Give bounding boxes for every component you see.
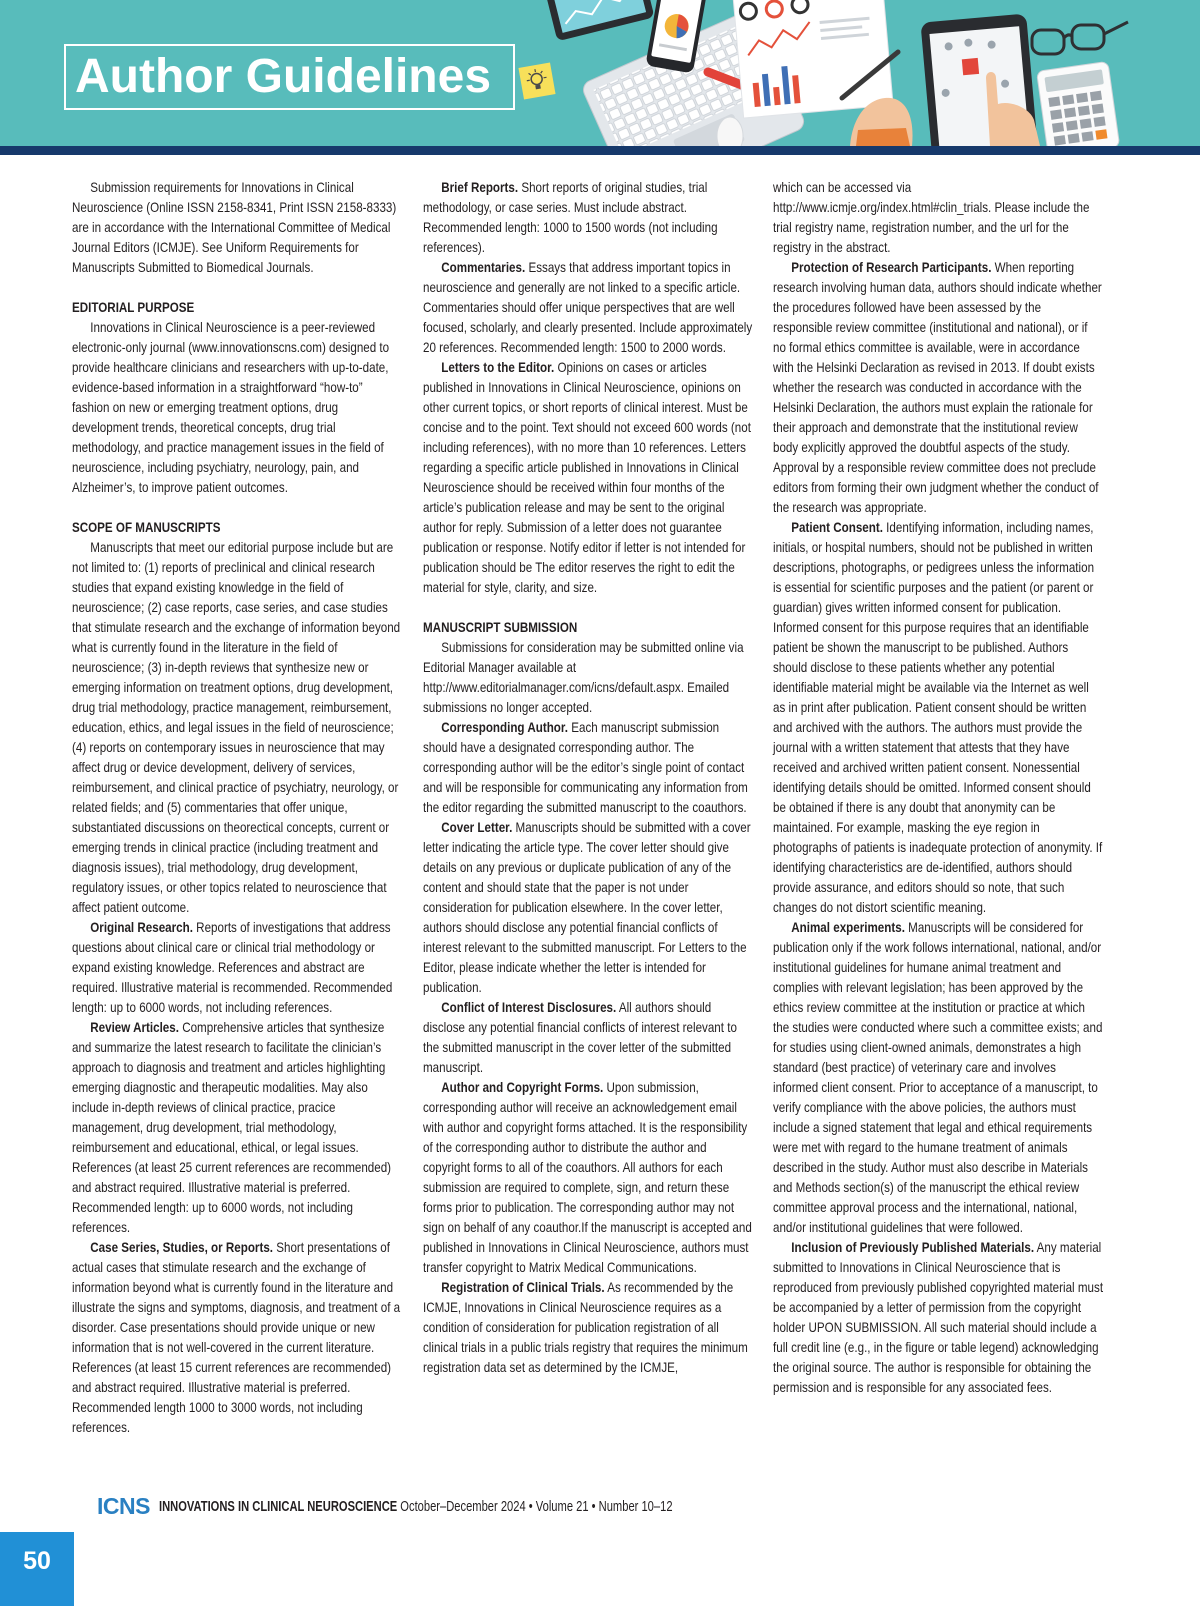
text-brief-reports: Short reports of original studies, trial methodology, or case series. Must include abstract. Recommended length: 1000 to 1500 words (not including references). xyxy=(423,179,718,255)
lead-copyright-forms: Author and Copyright Forms. xyxy=(441,1079,604,1095)
lead-original-research: Original Research. xyxy=(90,919,193,935)
paragraph-conflict-of-interest xyxy=(423,997,753,1077)
paragraph-research-participants xyxy=(773,257,1103,517)
paragraph-copyright-forms xyxy=(423,1077,753,1277)
glasses-illustration xyxy=(1032,22,1128,54)
text-animal-experiments: Manuscripts will be considered for publication only if the work follows international, national, and/or institutional guidelines for humane animal treatment and complies with relevant legislation; has been approved by the ethics review committee at the institution or practice at which the studies were conducted where such a committee exists; and for studies using client-owned animals, demonstrates a high standard (best practice) of veterinary care and involves informed client consent. Prior to acceptance of a manuscript, to verify compliance with the above policies, the authors must include a signed statement that legal and ethical requirements were met with regard to the humane treatment of animals described in the study. Author must also describe in Materials and Methods section(s) of the manuscript the ethical review committee approval process and the international, national, and/or institutional guidelines that were followed. xyxy=(773,919,1103,1235)
text-patient-consent: Identifying information, including names, initials, or hospital numbers, should not be published in written descriptions, photographs, or pedigrees unless the information is essential for scientific purposes and the patient (or parent or guardian) gives written informed consent for publication. Informed consent for this purpose requires that an identifiable patient be shown the manuscript to be published. Authors should disclose to these patients whether any potential identifiable material might be available via the Internet as well as in print after publication. Patient consent should be written and archived with the authors. The authors must provide the journal with a written statement that attests that they have received and archived written patient consent. Nonessential identifying details should be omitted. Informed consent should be obtained if there is any doubt that anonymity can be maintained. For example, masking the eye region in photographs of patients is inadequate protection of anonymity. If identifying characteristics are de-identified, authors should provide assurance, and editors should so note, that such changes do not distort scientific meaning. xyxy=(773,519,1103,915)
paragraph-letters xyxy=(423,357,753,597)
section-heading-scope-of-manuscripts: SCOPE OF MANUSCRIPTS xyxy=(72,519,221,535)
footer-brand-logo: ICNS xyxy=(97,1493,150,1519)
paragraph-text: Innovations in Clinical Neuroscience is a peer-reviewed electronic-only journal (www.innovationscns.com) designed to provide healthcare clinicians and researchers with up-to-date, evidence-based information in a straightforward “how-to” fashion on new or emerging treatment options, drug development trends, theoretical concepts, drug trial methodology, and practice management issues in the field of neuroscience, including psychiatry, neurology, pain, and Alzheimer’s, to improve patient outcomes. xyxy=(72,319,390,495)
text-column-2 xyxy=(423,177,753,1377)
chart-paper-illustration xyxy=(733,0,893,118)
paragraph-case-series xyxy=(72,1237,402,1437)
paragraph-clinical-trials-continued xyxy=(773,177,1103,257)
paragraph-commentaries xyxy=(423,257,753,357)
text-review-articles: Comprehensive articles that synthesize and summarize the latest research to facilitate the clinician’s approach to diagnosis and treatment and articles highlighting emerging diagnostic and therapeutic modalities. May also include in-depth reviews of clinical practice, pracice management, drug development, trial methodology, reimbursement and educational, ethical, or legal issues. References (at least 25 current references are recommended) and abstract required. Illustrative material is preferred. Recommended length: up to 6000 words, not including references. xyxy=(72,1019,392,1235)
section-heading-manuscript-submission: MANUSCRIPT SUBMISSION xyxy=(423,619,578,635)
paragraph-published-materials xyxy=(773,1237,1103,1397)
text-corresponding-author: Each manuscript submission should have a designated corresponding author. The corresponding author will be the editor’s single point of contact and will be responsible for communicating any information from the editor regarding the submitted manuscript to the coauthors. xyxy=(423,719,748,815)
footer-journal-info xyxy=(159,1497,673,1517)
lead-brief-reports: Brief Reports. xyxy=(441,179,519,195)
paragraph-text: which can be accessed via http://www.icmje.org/index.html#clin_trials. Please include the trial registry name, registration number, and the url for the registry in the abstract. xyxy=(773,179,1090,255)
paragraph-original-research xyxy=(72,917,402,1017)
text-cover-letter: Manuscripts should be submitted with a cover letter indicating the article type. The cover letter should give details on any previous or duplicate publication of any of the content and should state that the paper is not under consideration for publication elsewhere. In the cover letter, authors should disclose any potential financial conflicts of interest relevant to the submitted manuscript. For Letters to the Editor, please indicate whether the letter is intended for publication. xyxy=(423,819,751,995)
text-conflict-of-interest: All authors should disclose any potential financial conflicts of interest relevant to the submitted manuscript in the cover letter of the submitted manuscript. xyxy=(423,999,737,1075)
lead-research-participants: Protection of Research Participants. xyxy=(791,259,992,275)
paragraph-animal-experiments xyxy=(773,917,1103,1237)
lead-case-series: Case Series, Studies, or Reports. xyxy=(90,1239,274,1255)
text-case-series: Short presentations of actual cases that stimulate research and the exchange of information beyond what is currently found in the literature and illustrate the signs and symptoms, diagnosis, and treatment of a disorder. Case presentations should provide unique or new information that is not well-covered in the current literature. References (at least 15 current references are recommended) and abstract required. Illustrative material is preferred. Recommended length 1000 to 3000 words, not including references. xyxy=(72,1239,401,1435)
text-column-1 xyxy=(72,177,402,1437)
paragraph-patient-consent xyxy=(773,517,1103,917)
footer-journal-name: INNOVATIONS IN CLINICAL NEUROSCIENCE xyxy=(159,1499,398,1515)
text-letters: Opinions on cases or articles published in Innovations in Clinical Neuroscience, opinions on other current topics, or short reports of clinical interest. Must be concise and to the point. Text should not exceed 600 words (not including references), with no more than 10 references. Letters regarding a specific article published in Innovations in Clinical Neuroscience should be received within four months of the article’s publication release and may be sent to the original author for reply. Submission of a letter does not guarantee publication or response. Notify editor if letter is not intended for publication should be The editor reserves the right to edit the material for style, clarity, and size. xyxy=(423,359,751,595)
footer-issue: October–December 2024 • Volume 21 • Number 10–12 xyxy=(400,1499,673,1515)
text-copyright-forms: Upon submission, corresponding author will receive an acknowledgement email with author and copyright forms attached. It is the responsibility of the corresponding author to distribute the author and copyright forms to all of the coauthors. All authors for each submission are required to complete, sign, and return these forms prior to publication. The corresponding author may not sign on behalf of any coauthor.If the manuscript is accepted and published in Innovations in Clinical Neuroscience, authors must transfer copyright to Matrix Medical Communications. xyxy=(423,1079,752,1275)
lead-conflict-of-interest: Conflict of Interest Disclosures. xyxy=(441,999,617,1015)
lead-cover-letter: Cover Letter. xyxy=(441,819,513,835)
paragraph-corresponding-author xyxy=(423,717,753,817)
lead-published-materials: Inclusion of Previously Published Materials. xyxy=(791,1239,1035,1255)
paragraph-editorial-purpose xyxy=(72,317,402,497)
paragraph-clinical-trials xyxy=(423,1277,753,1377)
calculator-illustration xyxy=(1037,61,1120,146)
text-clinical-trials: As recommended by the ICMJE, Innovations in Clinical Neuroscience requires as a condition of consideration for publication registration of all clinical trials in a public trials registry that requires the minimum registration data set as determined by the ICMJE, xyxy=(423,1279,748,1375)
text-column-3 xyxy=(773,177,1103,1397)
page-title-box xyxy=(64,44,515,110)
lead-corresponding-author: Corresponding Author. xyxy=(441,719,569,735)
page-number: 50 xyxy=(23,1547,51,1575)
lead-letters: Letters to the Editor. xyxy=(441,359,555,375)
section-heading-editorial-purpose: EDITORIAL PURPOSE xyxy=(72,299,195,315)
sticky-note-lightbulb-icon xyxy=(518,62,555,99)
lead-clinical-trials: Registration of Clinical Trials. xyxy=(441,1279,605,1295)
text-commentaries: Essays that address important topics in neuroscience and generally are not linked to a specific article. Commentaries should offer unique perspectives that are well focused, scholarly, and clearly presented. Include approximately 20 references. Recommended length: 1500 to 2000 words. xyxy=(423,259,753,355)
page-title: Author Guidelines xyxy=(75,50,492,103)
lead-animal-experiments: Animal experiments. xyxy=(791,919,905,935)
paragraph-scope xyxy=(72,537,402,917)
paragraph-cover-letter xyxy=(423,817,753,997)
paragraph-brief-reports xyxy=(423,177,753,257)
paragraph-text: Submission requirements for Innovations in Clinical Neuroscience (Online ISSN 2158-8341, Print ISSN 2158-8333) are in accordance with the International Committee of Medical Journal Editors (ICMJE). See Uniform Requirements for Manuscripts Submitted to Biomedical Journals. xyxy=(72,179,397,275)
paragraph-review-articles xyxy=(72,1017,402,1237)
paragraph-text: Submissions for consideration may be submitted online via Editorial Manager available at http://www.editorialmanager.com/icns/default.aspx. Emailed submissions no longer accepted. xyxy=(423,639,744,715)
lead-patient-consent: Patient Consent. xyxy=(791,519,883,535)
text-original-research: Reports of investigations that address questions about clinical care or clinical trial methodology or expand existing knowledge. References and abstract are required. Illustrative material is recommended. Recommended length: up to 6000 words, not including references. xyxy=(72,919,393,1015)
paragraph-intro xyxy=(72,177,402,277)
lead-commentaries: Commentaries. xyxy=(441,259,526,275)
text-published-materials: Any material submitted to Innovations in Clinical Neuroscience that is reproduced from previously published copyrighted material must be accompanied by a letter of permission from the copyright holder UPON SUBMISSION. All such material should include a full credit line (e.g., in the figure or table legend) acknowledging the original source. The author is responsible for obtaining the permission and is responsible for any associated fees. xyxy=(773,1239,1104,1395)
lead-review-articles: Review Articles. xyxy=(90,1019,179,1035)
page-number-box xyxy=(0,1532,74,1606)
paragraph-submission xyxy=(423,637,753,717)
paragraph-text: Manuscripts that meet our editorial purpose include but are not limited to: (1) reports of preclinical and clinical research studies that expand existing knowledge in the field of neuroscience; (2) case reports, case series, and case studies that stimulate research and the exchange of information beyond what is currently found in the literature in the field of neuroscience; (3) in-depth reviews that synthesize new or emerging information on treatment options, drug development, drug trial methodology, practice management, reimbursement, education, ethics, and legal issues in the field of neuroscience; (4) reports on contemporary issues in neuroscience that may affect drug or device development, delivery of services, reimbursement, and clinical practice of psychiatry, neurology, or related fields; and (5) commentaries that offer unique, substantiated discussions on theorectical concepts, current or emerging trends in clinical practice (including treatment and diagnosis issues), trial methodology, drug development, regulatory issues, or other topics related to neuroscience that affect patient outcome. xyxy=(72,539,401,915)
header-stripe xyxy=(0,146,1200,155)
tablet-top-illustration xyxy=(541,0,655,41)
text-research-participants: When reporting research involving human data, authors should indicate whether the procedures followed have been assessed by the responsible review committee (institutional and national), or if no formal ethics committee is available, were in accordance with the Helsinki Declaration as revised in 2013. If doubt exists whether the research was conducted in accordance with the Helsinki Declaration, the authors must explain the rationale for their approach and demonstrate that the institutional review body explicitly approved the doubtful aspects of the study. Approval by a responsible review committee does not preclude editors from forming their own judgment whether the conduct of the research was appropriate. xyxy=(773,259,1102,515)
